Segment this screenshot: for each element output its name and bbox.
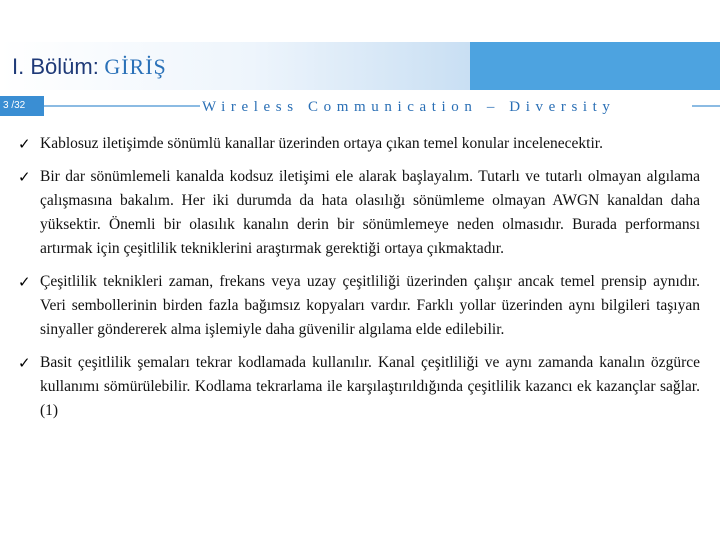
bullet-item: [18, 165, 700, 261]
checkmark-icon: ✓: [18, 273, 31, 291]
header-accent-block: [470, 42, 720, 90]
bullet-item: [18, 351, 700, 423]
slide-title: [12, 54, 167, 80]
checkmark-icon: ✓: [18, 354, 31, 372]
checkmark-icon: ✓: [18, 135, 31, 153]
bullet-item: [18, 270, 700, 342]
bullet-text: Basit çeşitlilik şemaları tekrar kodlamada kullanılır. Kanal çeşitliliği ve aynı zamanda kanalın özgürce kullanımı sömürülebilir. Kodlama tekrarlama ile karşılaştırıldığında çeşitlilik kazancı ek kazançlar sağlar. (1): [40, 354, 700, 419]
slide-subtitle: Wireless Communication – Diversity: [200, 97, 692, 117]
bullet-item: [18, 132, 700, 156]
title-main: GİRİŞ: [104, 54, 167, 79]
bullet-text: Çeşitlilik teknikleri zaman, frekans veya uzay çeşitliliği üzerinden çalışır ancak temel prensip aynıdır. Veri sembollerinin birden fazla bağımsız kopyaları vardır. Farklı yollar üzerinden aynı bilgileri taşıyan sinyaller göndererek alma işlemiyle daha güvenilir algılama elde edilebilir.: [40, 273, 700, 338]
bullet-text: Kablosuz iletişimde sönümlü kanallar üzerinden ortaya çıkan temel konular incelenecektir.: [40, 135, 603, 152]
page-number: 3 /32: [3, 100, 26, 111]
bullet-list: [18, 132, 700, 432]
title-prefix: I. Bölüm:: [12, 54, 99, 79]
checkmark-icon: ✓: [18, 168, 31, 186]
bullet-text: Bir dar sönümlemeli kanalda kodsuz iletişimi ele alarak başlayalım. Tutarlı ve tutarlı olmayan algılama çalışmasına bakalım. Her iki durumda da hata olasılığı sönümleme olmayan AWGN kanaldan daha yüksektir. Önemli bir olasılık kanalın derin bir sönümlemeye neden olmasıdır. Burada performansı artırmak için çeşitlilik tekniklerini araştırmak gerektiği ortaya çıkmaktadır.: [40, 168, 700, 257]
